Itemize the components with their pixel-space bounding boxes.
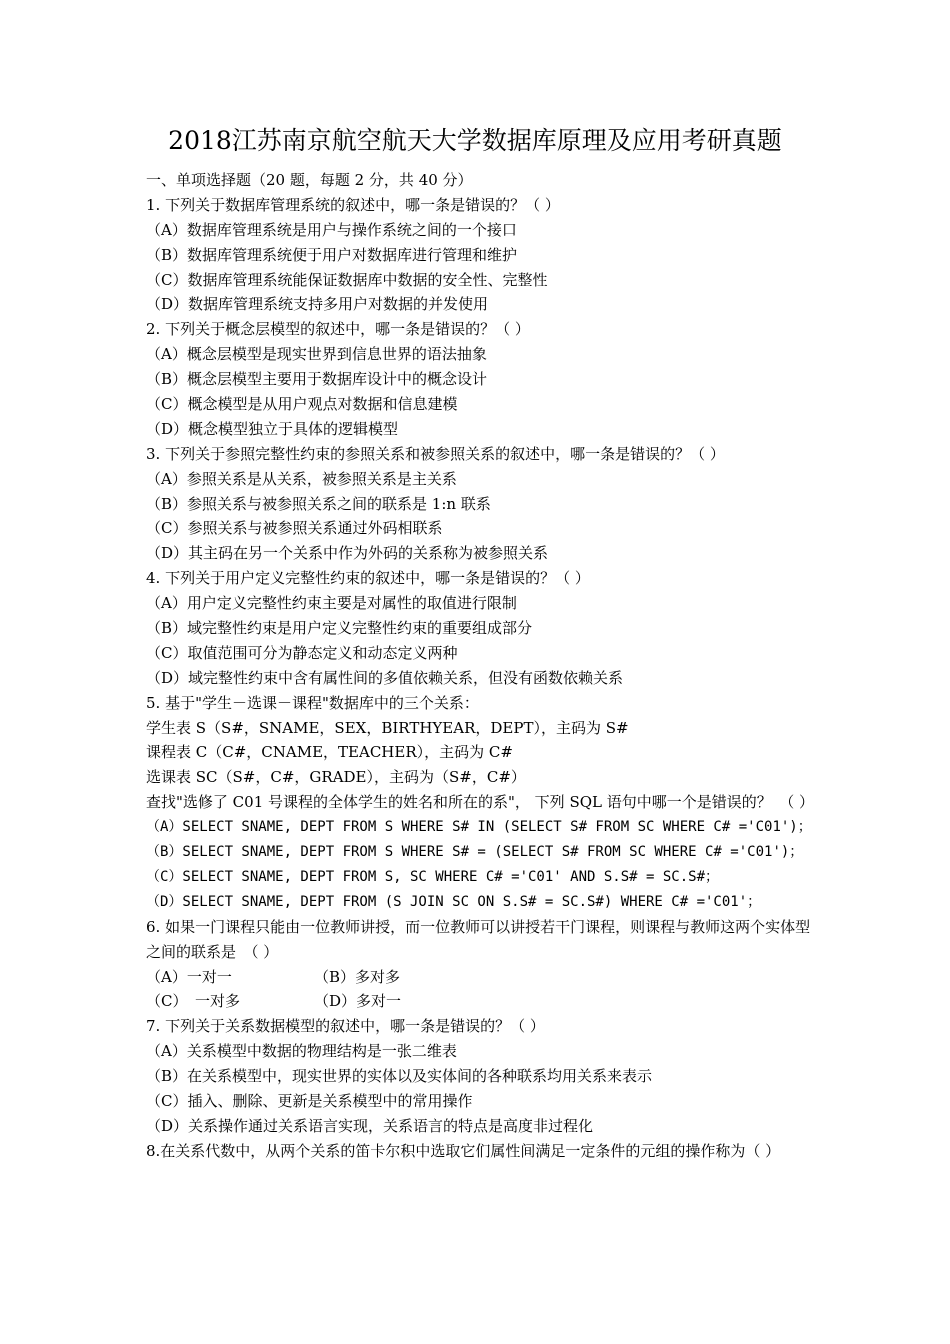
relation-schema: 选课表 SC（S#，C#，GRADE），主码为（S#，C#） bbox=[146, 768, 526, 787]
question-stem: 4. 下列关于用户定义完整性约束的叙述中，哪一条是错误的？（ ） bbox=[146, 569, 590, 588]
question-option-row bbox=[146, 989, 814, 1014]
question-option-sql: （B）SELECT SNAME, DEPT FROM S WHERE S# = (SELECT S# FROM SC WHERE C# ='C01')； bbox=[146, 844, 804, 861]
question-option-sql: （A）SELECT SNAME, DEPT FROM S WHERE S# IN (SELECT S# FROM SC WHERE C# ='C01')； bbox=[146, 819, 812, 836]
question-stem: 6. 如果一门课程只能由一位教师讲授，而一位教师可以讲授若干门课程，则课程与教师这两个实体型之间的联系是 （ ） bbox=[146, 917, 811, 961]
question-option-row bbox=[146, 965, 814, 990]
question-option: （C）数据库管理系统能保证数据库中数据的安全性、完整性 bbox=[146, 270, 548, 289]
document-title: 2018江苏南京航空航天大学数据库原理及应用考研真题 bbox=[168, 126, 782, 155]
document-body bbox=[146, 168, 814, 1164]
question-option: （C）概念模型是从用户观点对数据和信息建模 bbox=[146, 395, 458, 414]
question-option: （D）其主码在另一个关系中作为外码的关系称为被参照关系 bbox=[146, 544, 549, 563]
question-option: （B）参照关系与被参照关系之间的联系是 1:n 联系 bbox=[146, 494, 491, 513]
question-option: （A）概念层模型是现实世界到信息世界的语法抽象 bbox=[146, 345, 487, 364]
question-option: （A）用户定义完整性约束主要是对属性的取值进行限制 bbox=[146, 594, 517, 613]
question-stem: 8.在关系代数中，从两个关系的笛卡尔积中选取它们属性间满足一定条件的元组的操作称为（ ） bbox=[146, 1141, 781, 1160]
question-option-sql: （D）SELECT SNAME, DEPT FROM (S JOIN SC ON S.S# = SC.S#) WHERE C# ='C01'； bbox=[146, 893, 762, 910]
question-option: （B）域完整性约束是用户定义完整性约束的重要组成部分 bbox=[146, 619, 533, 638]
question-option: （A）一对一 bbox=[146, 967, 232, 986]
question-option: （C）插入、删除、更新是关系模型中的常用操作 bbox=[146, 1092, 473, 1110]
question-option: （D）域完整性约束中含有属性间的多值依赖关系，但没有函数依赖关系 bbox=[146, 668, 624, 687]
question-option: （B）概念层模型主要用于数据库设计中的概念设计 bbox=[146, 370, 488, 389]
question-option: （A）参照关系是从关系，被参照关系是主关系 bbox=[146, 469, 457, 488]
section-heading: 一、单项选择题（20 题，每题 2 分，共 40 分） bbox=[146, 171, 473, 189]
question-stem: 7. 下列关于关系数据模型的叙述中，哪一条是错误的？（ ） bbox=[146, 1017, 545, 1036]
question-prompt: 查找"选修了 C01 号课程的全体学生的姓名和所在的系"， 下列 SQL 语句中哪一个是错误的？ （ ） bbox=[146, 793, 815, 812]
question-stem: 5. 基于"学生－选课－课程"数据库中的三个关系： bbox=[146, 693, 479, 712]
question-option: （C）参照关系与被参照关系通过外码相联系 bbox=[146, 519, 443, 538]
question-stem: 3. 下列关于参照完整性约束的参照关系和被参照关系的叙述中，哪一条是错误的？（ ） bbox=[146, 444, 725, 463]
question-option: （C） 一对多 bbox=[146, 992, 240, 1011]
question-stem: 1. 下列关于数据库管理系统的叙述中，哪一条是错误的？（ ） bbox=[146, 195, 560, 214]
question-option: （A）数据库管理系统是用户与操作系统之间的一个接口 bbox=[146, 220, 517, 239]
question-option: （D）关系操作通过关系语言实现，关系语言的特点是高度非过程化 bbox=[146, 1116, 594, 1135]
question-option: （A）关系模型中数据的物理结构是一张二维表 bbox=[146, 1042, 457, 1061]
question-option: （D）多对一 bbox=[314, 992, 402, 1011]
question-option: （B）多对多 bbox=[314, 967, 401, 986]
question-option-sql: （C）SELECT SNAME, DEPT FROM S, SC WHERE C# ='C01' AND S.S# = SC.S#； bbox=[146, 868, 720, 885]
question-option: （D）数据库管理系统支持多用户对数据的并发使用 bbox=[146, 295, 489, 314]
question-option: （B）在关系模型中，现实世界的实体以及实体间的各种联系均用关系来表示 bbox=[146, 1067, 653, 1086]
relation-schema: 学生表 S（S#，SNAME，SEX，BIRTHYEAR，DEPT），主码为 S# bbox=[146, 718, 629, 737]
question-stem: 2. 下列关于概念层模型的叙述中，哪一条是错误的？（ ） bbox=[146, 320, 530, 339]
question-option: （C）取值范围可分为静态定义和动态定义两种 bbox=[146, 643, 458, 662]
question-option: （B）数据库管理系统便于用户对数据库进行管理和维护 bbox=[146, 245, 518, 264]
relation-schema: 课程表 C（C#，CNAME，TEACHER），主码为 C# bbox=[146, 743, 513, 762]
question-option: （D）概念模型独立于具体的逻辑模型 bbox=[146, 419, 399, 438]
